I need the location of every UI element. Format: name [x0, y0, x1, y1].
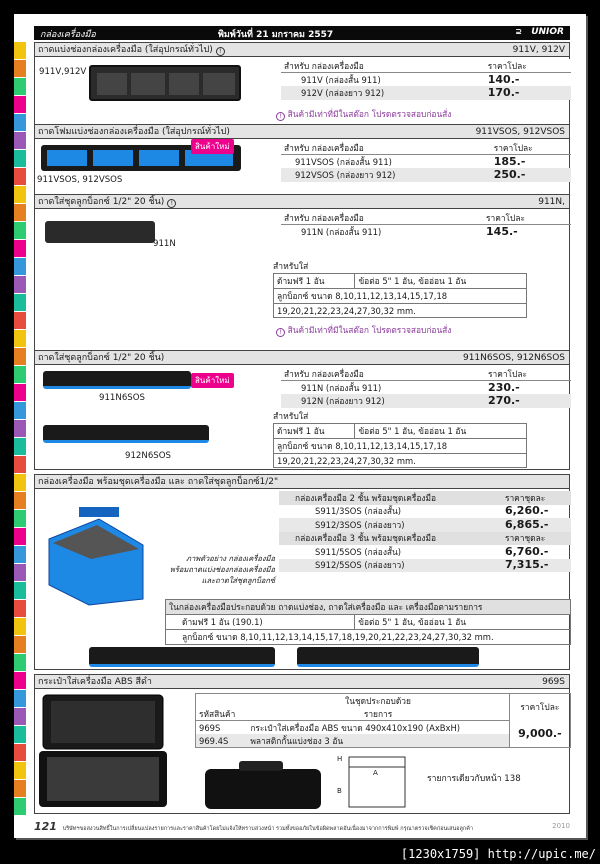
- image-label: 911VSOS, 912VSOS: [37, 175, 123, 185]
- stock-icon: !: [276, 112, 285, 121]
- image-label: 912N6SOS: [125, 451, 171, 461]
- unior-logo-icon: ⊇: [515, 27, 522, 36]
- sidebar-swatch: [14, 492, 26, 509]
- section-code: 911N6SOS, 912N6SOS: [462, 353, 565, 363]
- item-price: 185.-: [493, 154, 526, 168]
- page-ref: รายการเดียวกับหน้า 138: [427, 774, 521, 784]
- sidebar-swatch: [14, 690, 26, 707]
- caption-line: พร้อมถาดแบ่งช่องกล่องเครื่องมือ: [169, 565, 275, 574]
- sidebar-swatch: [14, 96, 26, 113]
- fits-ext: ข้อต่อ 5" 1 อัน, ข้ออ่อน 1 อัน: [355, 424, 527, 439]
- col-price: ราคาโปละ: [509, 694, 570, 721]
- section-code: 911VSOS, 912VSOS: [475, 127, 565, 137]
- includes-handle: ด้ามฟรี 1 อัน (190.1): [166, 615, 355, 630]
- item-name: S911/5SOS (กล่องสั้น): [315, 546, 402, 557]
- section-code: 911N,: [538, 197, 565, 207]
- section-code: 969S: [542, 677, 565, 687]
- fits-sockets: ลูกบ็อกซ์ ขนาด 8,10,11,12,13,14,15,17,18: [274, 439, 527, 454]
- sidebar-swatch: [14, 78, 26, 95]
- price-table: [281, 141, 571, 182]
- case-table: [195, 693, 571, 748]
- dim-a: A: [373, 769, 378, 777]
- item-price: 6,260.-: [504, 504, 549, 518]
- fits-table: [273, 273, 527, 318]
- col-code: รหัสสินค้า: [196, 707, 248, 721]
- new-badge: สินค้าใหม่: [191, 139, 234, 154]
- item-name: S912/3SOS (กล่องยาว): [315, 519, 405, 530]
- t2-head: กล่องเครื่องมือ 3 ชั้น พร้อมชุดเครื่องมือ: [295, 533, 437, 544]
- sidebar-swatch: [14, 744, 26, 761]
- section-toolbox-set: [34, 474, 570, 670]
- includes-head: ในกล่องเครื่องมือประกอบด้วย ถาดแบ่งช่อง, ถาดใส่เครื่องมือ และ เครื่องมือตามรายการ: [166, 600, 571, 615]
- col-for: สำหรับ กล่องเครื่องมือ: [281, 59, 485, 73]
- item-code: 969S: [199, 722, 221, 733]
- item-price: 6,760.-: [504, 544, 549, 558]
- t1-head: กล่องเครื่องมือ 2 ชั้น พร้อมชุดเครื่องมือ: [295, 492, 437, 503]
- fits-ext: ข้อต่อ 5" 1 อัน, ข้ออ่อน 1 อัน: [355, 274, 527, 289]
- dim-h: H: [337, 755, 343, 763]
- image-caption: [149, 553, 275, 586]
- fits-table: [273, 423, 527, 468]
- open-case-image: [39, 693, 175, 811]
- header-date: พิมพ์วันที่ 21 มกราคม 2557: [218, 30, 334, 40]
- sidebar-swatch: [14, 582, 26, 599]
- item-name: 912VSOS (กล่องยาว 912): [295, 169, 396, 180]
- price-table: [281, 211, 571, 238]
- fits-sockets: ลูกบ็อกซ์ ขนาด 8,10,11,12,13,14,15,17,18: [274, 289, 527, 304]
- tray-image: [89, 65, 241, 101]
- socket-tray-image: [45, 221, 155, 243]
- new-badge: สินค้าใหม่: [191, 373, 234, 388]
- fits-handle: ด้ามฟรี 1 อัน: [274, 424, 355, 439]
- sidebar-swatch: [14, 420, 26, 437]
- includes-ext: ข้อต่อ 5" 1 อัน, ข้ออ่อน 1 อัน: [355, 615, 571, 630]
- item-price: 9,000.-: [509, 721, 570, 748]
- sidebar-swatch: [14, 258, 26, 275]
- section-socket-tray-foam: [34, 350, 570, 470]
- sidebar-swatch: [14, 762, 26, 779]
- sidebar-swatch: [14, 276, 26, 293]
- section-socket-tray: [34, 194, 570, 352]
- section-title: ถาดโฟมแบ่งช่องกล่องเครื่องมือ (ใส่อุปกรณ์ทั่วไป): [38, 127, 230, 137]
- fits-handle: ด้ามฟรี 1 อัน: [274, 274, 355, 289]
- sidebar-swatch: [14, 654, 26, 671]
- sidebar-swatch: [14, 186, 26, 203]
- image-label: 911N6SOS: [99, 393, 145, 403]
- sidebar-swatch: [14, 384, 26, 401]
- set-table-2: [279, 491, 571, 572]
- contains-head: ในชุดประกอบด้วย: [345, 695, 411, 706]
- section-title: ถาดใส่ชุดลูกบ็อกซ์ 1/2" 20 ชิ้น): [38, 197, 165, 207]
- section-title: กล่องเครื่องมือ พร้อมชุดเครื่องมือ และ ถาดใส่ชุดลูกบ็อกซ์1/2": [38, 477, 279, 487]
- col-for: สำหรับ กล่องเครื่องมือ: [281, 367, 485, 381]
- col-for: สำหรับ กล่องเครื่องมือ: [281, 211, 483, 225]
- sidebar-swatch: [14, 168, 26, 185]
- section-title: ถาดแบ่งช่องกล่องเครื่องมือ (ใส่อุปกรณ์ทั่วไป): [38, 45, 213, 55]
- item-price: 6,865.-: [504, 517, 549, 531]
- sidebar-swatch: [14, 240, 26, 257]
- dim-b: B: [337, 787, 342, 795]
- sidebar-swatch: [14, 150, 26, 167]
- sidebar-swatch: [14, 348, 26, 365]
- item-name: 912N (กล่องยาว 912): [301, 395, 385, 406]
- sidebar-swatch: [14, 132, 26, 149]
- section-title: กระเป๋าใส่เครื่องมือ ABS สีดำ: [38, 677, 152, 687]
- item-name: S912/5SOS (กล่องยาว): [315, 560, 405, 571]
- fits-label: สำหรับใส่: [273, 412, 309, 422]
- sidebar-swatch: [14, 330, 26, 347]
- col-for: สำหรับ กล่องเครื่องมือ: [281, 141, 491, 155]
- page-header: [34, 26, 570, 40]
- col-price: ราคาโปละ: [491, 141, 571, 155]
- price-table: [281, 59, 571, 100]
- col-list: รายการ: [247, 707, 509, 721]
- footer-disclaimer: บริษัทฯขอสงวนสิทธิ์ในการเปลี่ยนแปลงรายการและราคาสินค้าโดยไม่แจ้งให้ทราบล่วงหน้า รวมทั้งขออภัยในข้อผิดพลาดอันเนื่องมาจากการพิมพ์ กรุณาตรวจเช็คก่อนเสนอลูกค้า: [62, 826, 474, 832]
- sidebar-swatch: [14, 618, 26, 635]
- socket-set-image: [297, 647, 479, 667]
- sidebar-swatch: [14, 798, 26, 815]
- item-name: 912V (กล่องยาว 912): [301, 87, 385, 98]
- sidebar-swatch: [14, 546, 26, 563]
- col-price: ราคาชุดละ: [504, 533, 546, 544]
- item-price: 250.-: [493, 167, 526, 181]
- toolbox-image: [39, 499, 149, 609]
- includes-sockets: ลูกบ็อกซ์ ขนาด 8,10,11,12,13,14,15,17,18,19,20,21,22,23,24,27,30,32 mm.: [166, 630, 571, 645]
- image-label: 911V,912V: [39, 67, 87, 77]
- section-foam-tray: [34, 124, 570, 196]
- stock-icon: !: [167, 199, 176, 208]
- sidebar-swatch: [14, 672, 26, 689]
- sidebar-swatch: [14, 204, 26, 221]
- image-label: 911N: [153, 239, 176, 249]
- col-price: ราคาโปละ: [483, 211, 571, 225]
- includes-table: [165, 599, 571, 645]
- footer-year: 2010: [552, 822, 570, 830]
- col-price: ราคาชุดละ: [504, 492, 546, 503]
- sidebar-swatch: [14, 636, 26, 653]
- item-code: 969.4S: [199, 735, 229, 746]
- sidebar-swatch: [14, 366, 26, 383]
- socket-set-image: [89, 647, 275, 667]
- header-category: กล่องเครื่องมือ: [40, 30, 96, 40]
- section-code: 911V, 912V: [512, 45, 565, 55]
- item-price: 230.-: [488, 380, 520, 394]
- item-price: 7,315.-: [504, 558, 549, 572]
- item-name: S911/3SOS (กล่องสั้น): [315, 506, 402, 517]
- brand-logo: UNIOR: [531, 27, 564, 37]
- col-price: ราคาโปละ: [485, 59, 571, 73]
- item-name: 911N (กล่องสั้น 911): [301, 382, 382, 393]
- section-abs-case: [34, 674, 570, 814]
- sidebar-swatch: [14, 600, 26, 617]
- col-price: ราคาโปละ: [485, 367, 571, 381]
- item-price: 270.-: [488, 393, 520, 407]
- color-sidebar: [14, 42, 26, 822]
- sidebar-swatch: [14, 564, 26, 581]
- sidebar-swatch: [14, 438, 26, 455]
- footer: [34, 820, 570, 833]
- sidebar-swatch: [14, 474, 26, 491]
- sidebar-swatch: [14, 456, 26, 473]
- sidebar-swatch: [14, 114, 26, 131]
- dimension-diagram: [335, 751, 415, 813]
- item-name: 911V (กล่องสั้น 911): [301, 74, 381, 85]
- item-name: พลาสติกกั้นแบ่งช่อง 3 อัน: [250, 735, 344, 746]
- item-name: กระเป๋าใส่เครื่องมือ ABS ขนาด 490x410x190 (AxBxH): [250, 722, 461, 733]
- sidebar-swatch: [14, 42, 26, 59]
- stock-note: สินค้ามีเท่าที่มีในสต๊อก โปรดตรวจสอบก่อนสั่ง: [287, 325, 452, 335]
- sidebar-swatch: [14, 780, 26, 797]
- item-price: 140.-: [487, 72, 520, 86]
- item-name: 911VSOS (กล่องสั้น 911): [295, 156, 392, 167]
- sidebar-swatch: [14, 510, 26, 527]
- sidebar-swatch: [14, 726, 26, 743]
- watermark: [1230x1759] http://upic.me/: [400, 847, 596, 861]
- fits-label: สำหรับใส่: [273, 262, 309, 272]
- sidebar-swatch: [14, 708, 26, 725]
- foam-socket-tray-image: [43, 371, 191, 389]
- closed-case-image: [199, 755, 329, 813]
- fits-sizes: 19,20,21,22,23,24,27,30,32 mm.: [274, 304, 527, 318]
- item-name: 911N (กล่องสั้น 911): [301, 226, 382, 237]
- caption-line: และถาดใส่ชุดลูกบ็อกซ์: [201, 576, 275, 585]
- stock-icon: !: [216, 47, 225, 56]
- stock-icon: !: [276, 328, 285, 337]
- foam-socket-tray-image: [43, 425, 209, 443]
- sidebar-swatch: [14, 294, 26, 311]
- sidebar-swatch: [14, 60, 26, 77]
- sidebar-swatch: [14, 312, 26, 329]
- sidebar-swatch: [14, 528, 26, 545]
- price-table: [281, 367, 571, 408]
- section-tray-general: [34, 42, 570, 126]
- item-price: 170.-: [487, 85, 520, 99]
- catalog-page: [14, 14, 586, 838]
- page-number: 121: [34, 820, 57, 833]
- section-title: ถาดใส่ชุดลูกบ็อกซ์ 1/2" 20 ชิ้น): [38, 353, 165, 363]
- sidebar-swatch: [14, 222, 26, 239]
- item-price: 145.-: [486, 224, 518, 238]
- caption-line: ภาพตัวอย่าง กล่องเครื่องมือ: [186, 554, 275, 563]
- fits-sizes: 19,20,21,22,23,24,27,30,32 mm.: [274, 454, 527, 468]
- stock-note: สินค้ามีเท่าที่มีในสต๊อก โปรดตรวจสอบก่อนสั่ง: [287, 109, 452, 119]
- sidebar-swatch: [14, 402, 26, 419]
